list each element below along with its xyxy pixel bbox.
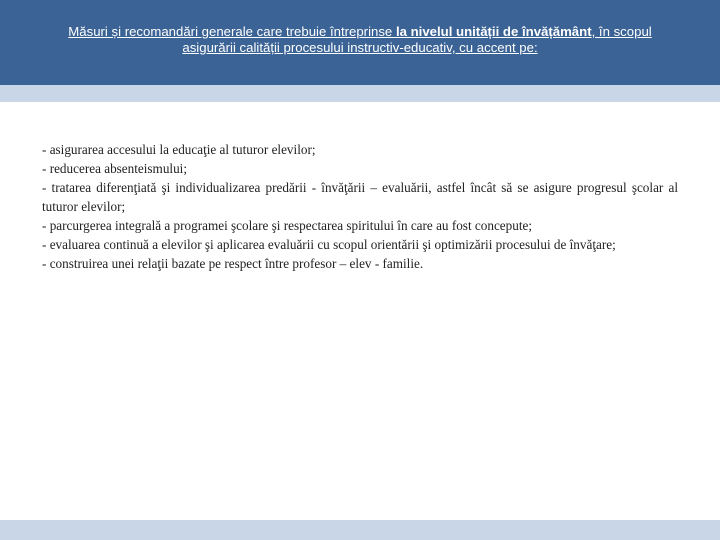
slide-title — [40, 24, 680, 56]
list-item: - evaluarea continuă a elevilor şi aplicarea evaluării cu scopul orientării şi optimizării procesului de învăţare; — [42, 237, 616, 252]
list-item: - construirea unei relaţii bazate pe respect între profesor – elev - familie. — [42, 256, 424, 271]
decorative-strip-bottom — [0, 520, 720, 540]
header-band — [0, 0, 720, 85]
title-text-emphasis: la nivelul unității de învățământ — [395, 24, 592, 39]
list-item: - parcurgerea integrală a programei şcolare şi respectarea spiritului în care au fost concepute; — [42, 218, 533, 233]
title-text-end: , în scopul asigurării calității procesului instructiv-educativ, cu accent pe: — [182, 24, 652, 55]
recommendations-list — [42, 140, 678, 273]
decorative-strip-top — [0, 85, 720, 102]
list-item: - reducerea absenteismului; — [42, 161, 187, 176]
list-item: - tratarea diferenţiată şi individualizarea predării - învăţării – evaluării, astfel încât să se asigure progresul şcolar al tuturor elevilor; — [42, 180, 678, 214]
list-item: - asigurarea accesului la educaţie al tuturor elevilor; — [42, 142, 316, 157]
title-text-start: Măsuri și recomandări generale care trebuie întreprinse — [68, 24, 396, 39]
